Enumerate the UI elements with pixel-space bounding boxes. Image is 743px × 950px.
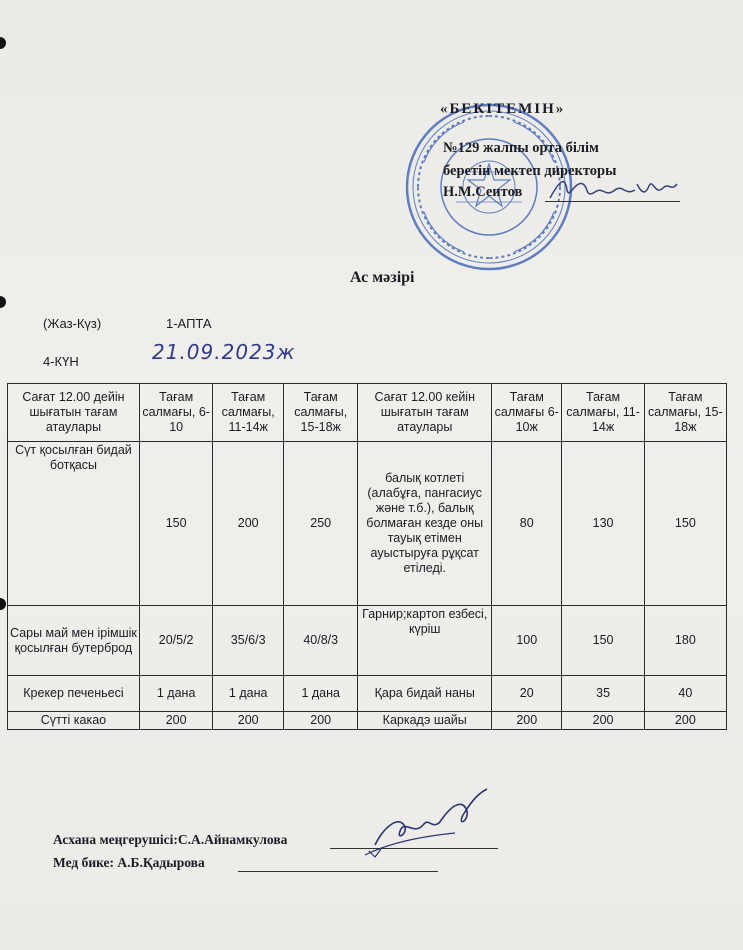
table-cell: 250 [283,442,357,606]
table-cell: 100 [492,606,562,676]
header-cell: Тағам салмағы, 11-14ж [562,384,644,442]
table-cell: 35 [562,676,644,712]
table-cell: 200 [492,712,562,730]
cook-signature [345,785,505,865]
day-label: 4-КҮН [43,354,79,369]
table-cell: 200 [283,712,357,730]
cook-manager-label: Асхана меңгерушісі:С.А.Айнамкулова [53,832,288,847]
table-cell: 180 [644,606,726,676]
table-cell: 40/8/3 [283,606,357,676]
binder-hole [0,598,6,610]
table-cell: 150 [644,442,726,606]
table-cell: 40 [644,676,726,712]
approval-heading: «БЕКІТЕМІН» [440,101,566,117]
table-cell: 200 [213,712,284,730]
table-cell: 200 [213,442,284,606]
table-cell: Сүтті какао [8,712,140,730]
table-cell: балық котлеті (алабұға, пангасиус және т.б.), балық болмаған кезде оны тауық етімен ауыстыруға рұқсат етіледі. [358,442,492,606]
handwritten-date: 21.09.2023ж [152,340,296,364]
week-label: 1-АПТА [166,316,212,331]
table-cell: Сары май мен ірімшік қосылған бутерброд [8,606,140,676]
table-cell: 200 [139,712,213,730]
approval-school: №129 жалпы орта білім [443,140,599,156]
header-cell: Сағат 12.00 кейін шығатын тағам атаулары [358,384,492,442]
binder-hole [0,37,6,49]
table-cell: Қара бидай наны [358,676,492,712]
table-row [8,606,727,676]
table-cell: 130 [562,442,644,606]
approval-director-name: Н.М.Сеитов [443,184,523,200]
table-cell: Гарнир;картоп езбесі, күріш [358,606,492,676]
table-cell: 20 [492,676,562,712]
table-cell: 200 [644,712,726,730]
menu-table [7,383,727,730]
header-cell: Тағам салмағы 6-10ж [492,384,562,442]
table-cell: 1 дана [283,676,357,712]
approval-role: беретін мектеп директоры [443,163,617,179]
table-cell: 80 [492,442,562,606]
header-cell: Тағам салмағы, 15-18ж [283,384,357,442]
table-cell: Каркадэ шайы [358,712,492,730]
table-cell: 150 [562,606,644,676]
table-cell: 35/6/3 [213,606,284,676]
table-cell: 20/5/2 [139,606,213,676]
table-cell: Крекер печеньесі [8,676,140,712]
table-cell: 150 [139,442,213,606]
table-row [8,712,727,730]
table-row [8,676,727,712]
binder-hole [0,296,6,308]
header-cell: Сағат 12.00 дейін шығатын тағам атаулары [8,384,140,442]
table-header-row [8,384,727,442]
page-title: Ас мәзірі [350,269,415,286]
header-cell: Тағам салмағы, 15-18ж [644,384,726,442]
nurse-signature-line [238,871,438,872]
table-cell: Сүт қосылған бидай ботқасы [8,442,140,606]
table-cell: 1 дана [213,676,284,712]
table-cell: 1 дана [139,676,213,712]
director-signature [545,170,685,210]
nurse-label: Мед бике: А.Б.Қадырова [53,855,205,870]
season-label: (Жаз-Күз) [43,316,102,331]
header-cell: Тағам салмағы, 6-10 [139,384,213,442]
table-cell: 200 [562,712,644,730]
table-row [8,442,727,606]
header-cell: Тағам салмағы, 11-14ж [213,384,284,442]
